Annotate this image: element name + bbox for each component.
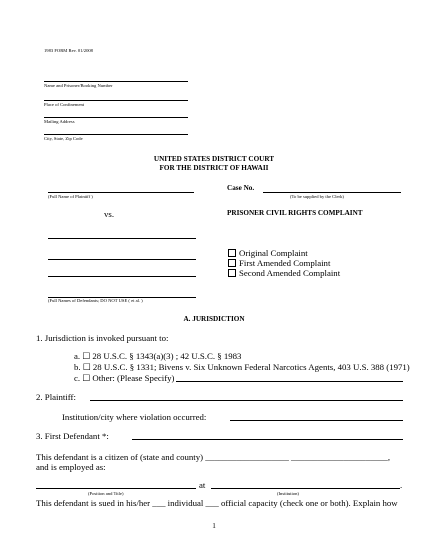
place-confinement-label: Place of Confinement <box>44 102 85 107</box>
city-state-zip-label: City, State, Zip Code <box>44 136 83 141</box>
position-line[interactable] <box>36 488 196 489</box>
name-booking-label: Name and Prisoner/Booking Number <box>44 83 113 88</box>
institution-line[interactable] <box>230 420 403 421</box>
place-confinement-line[interactable] <box>44 100 188 101</box>
defendants-label: (Full Names of Defendants; DO NOT USE ( et al. ) <box>48 298 143 303</box>
defendant-line-3[interactable] <box>48 276 196 277</box>
option-first-amended[interactable]: First Amended Complaint <box>228 258 330 268</box>
plaintiff-name-line[interactable] <box>48 192 194 193</box>
institution-label: Institution/city where violation occurred: <box>62 412 207 422</box>
option-original[interactable]: Original Complaint <box>228 248 308 258</box>
employed-text: and is employed as: <box>36 462 106 472</box>
jurisdiction-option-a[interactable]: a. ☐ 28 U.S.C. § 1343(a)(3) ; 42 U.S.C. § 1983 <box>74 351 242 361</box>
jurisdiction-item-3: 3. First Defendant *: <box>36 431 109 441</box>
complaint-title: PRISONER CIVIL RIGHTS COMPLAINT <box>227 209 363 217</box>
clerk-note: (To be supplied by the Clerk) <box>290 194 344 199</box>
checkbox-second-amended[interactable] <box>228 269 236 277</box>
mailing-address-label: Mailing Address <box>44 119 75 124</box>
jurisdiction-option-c[interactable]: c. ☐ Other: (Please Specify) <box>74 373 175 383</box>
form-id: 1983 FORM Rev. 01/2008 <box>44 48 93 53</box>
mailing-address-line[interactable] <box>44 117 188 118</box>
jurisdiction-heading: A. JURISDICTION <box>183 315 245 323</box>
name-booking-line[interactable] <box>44 81 188 82</box>
checkbox-original[interactable] <box>228 249 236 257</box>
checkbox-first-amended[interactable] <box>228 259 236 267</box>
citizen-text: This defendant is a citizen of (state and county) ___________________ ______________________, <box>36 452 391 462</box>
jurisdiction-item-1: 1. Jurisdiction is invoked pursuant to: <box>36 333 169 343</box>
city-state-zip-line[interactable] <box>44 134 188 135</box>
plaintiff-name-label: (Full Name of Plaintiff ) <box>48 194 93 199</box>
page-number: 1 <box>212 522 216 530</box>
first-defendant-line[interactable] <box>132 439 403 440</box>
defendant-line-2[interactable] <box>48 259 196 260</box>
at-text: at <box>199 480 206 490</box>
case-no-label: Case No. <box>227 184 255 192</box>
option-second-amended[interactable]: Second Amended Complaint <box>228 268 340 278</box>
court-district: FOR THE DISTRICT OF HAWAII <box>159 164 269 172</box>
case-no-line[interactable] <box>263 192 401 193</box>
institution-employer-line[interactable] <box>211 488 400 489</box>
position-label: (Position and Title) <box>88 491 124 496</box>
defendant-line-1[interactable] <box>48 238 196 239</box>
jurisdiction-option-b[interactable]: b. ☐ 28 U.S.C. § 1331; Bivens v. Six Unknown Federal Narcotics Agents, 403 U.S. 388 (1971) <box>74 362 410 372</box>
court-name: UNITED STATES DISTRICT COURT <box>153 155 275 163</box>
other-specify-line[interactable] <box>176 381 403 382</box>
institution-caption: (Institution) <box>277 491 299 496</box>
plaintiff-line[interactable] <box>90 400 403 401</box>
sued-text: This defendant is sued in his/her ___ individual ___ official capacity (check one or both). Explain how <box>36 498 398 508</box>
jurisdiction-item-2: 2. Plaintiff: <box>36 392 76 402</box>
versus-text: vs. <box>104 209 115 219</box>
period: . <box>400 480 403 490</box>
